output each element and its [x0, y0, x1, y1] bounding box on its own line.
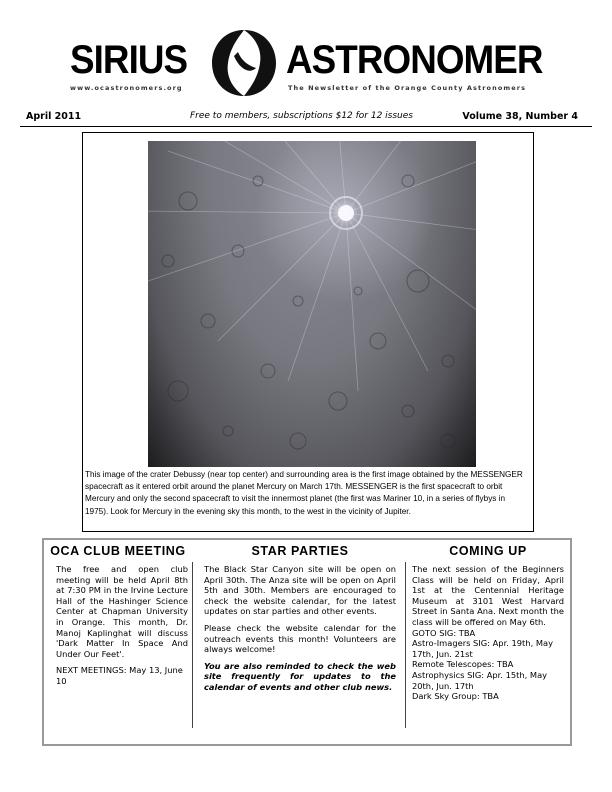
star-parties-column	[204, 544, 396, 699]
coming-up-column	[412, 544, 564, 702]
crater-rays-graphic	[148, 141, 476, 467]
cover-caption: This image of the crater Debussy (near top center) and surrounding area is the first image obtained by the MESSENGER spacecraft as it entered orbit around the planet Mercury on March 17th. MESSENGER is the first spacecraft to orbit Mercury and only the second spacecraft to visit the innermost planet (the first was Mariner 10, in a series of flybys in 1975). Look for Mercury in the evening sky this month, to the west in the vicinity of Jupiter.	[85, 470, 523, 516]
star-parties-text	[204, 564, 396, 693]
masthead-website: www.ocastronomers.org	[70, 84, 183, 92]
sig-item: Remote Telescopes: TBA	[412, 659, 514, 670]
issue-line	[20, 110, 592, 127]
coming-up-text	[412, 564, 564, 702]
subscription-note: Free to members, subscriptions $12 for 12 issues	[190, 111, 413, 121]
club-meeting-body: The free and open club meeting will be held April 8th at 7:30 PM in the Irvine Lecture Hall of the Hashinger Science Center at Chapman University in Orange. This month, Dr. Manoj Kaplinghat will discuss 'Dark Matter In Space And Under Our Feet'.	[56, 564, 188, 659]
cover-figure	[82, 132, 534, 532]
star-parties-body-2: Please check the website calendar for the outreach events this month! Volunteers are always welcome!	[204, 622, 396, 655]
column-divider	[405, 562, 406, 728]
masthead-title-right: ASTRONOMER	[286, 38, 543, 82]
next-meetings: NEXT MEETINGS: May 13, June 10	[56, 665, 183, 686]
masthead	[66, 26, 546, 100]
column-divider	[192, 562, 193, 728]
club-meeting-column	[48, 544, 188, 693]
issue-volume: Volume 38, Number 4	[462, 111, 578, 122]
beginners-class-text: The next session of the Beginners Class will be held on Friday, April 1st at the Centennial Heritage Museum at 3101 West Harvard Street in Santa Ana. Next month the class will be offered on May 6th.	[412, 564, 564, 627]
sig-item: GOTO SIG: TBA	[412, 627, 476, 638]
website-reminder: You are also reminded to check the web site frequently for updates to the calendar of events and other club news.	[204, 660, 396, 692]
oca-logo-icon	[206, 26, 282, 100]
sig-item: Astro-Imagers SIG: Apr. 19th, May 17th, Jun. 21st	[412, 638, 553, 659]
issue-date: April 2011	[26, 111, 82, 122]
masthead-tagline: The Newsletter of the Orange County Astronomers	[288, 84, 527, 92]
mercury-crater-photo	[148, 141, 476, 467]
sig-item: Astrophysics SIG: Apr. 15th, May 20th, Jun. 17th	[412, 669, 548, 691]
info-box	[42, 538, 572, 746]
masthead-title-left: SIRIUS	[70, 38, 188, 82]
club-meeting-text	[48, 564, 188, 687]
club-meeting-title: OCA CLUB MEETING	[50, 544, 186, 558]
star-parties-body: The Black Star Canyon site will be open on April 30th. The Anza site will be open on April 5th and 30th. Members are encouraged to check the website calendar, for the latest updates on star parties and other events.	[204, 564, 396, 617]
coming-up-title: COMING UP	[449, 544, 527, 558]
sig-item: Dark Sky Group: TBA	[412, 691, 499, 702]
star-parties-title: STAR PARTIES	[251, 544, 349, 558]
